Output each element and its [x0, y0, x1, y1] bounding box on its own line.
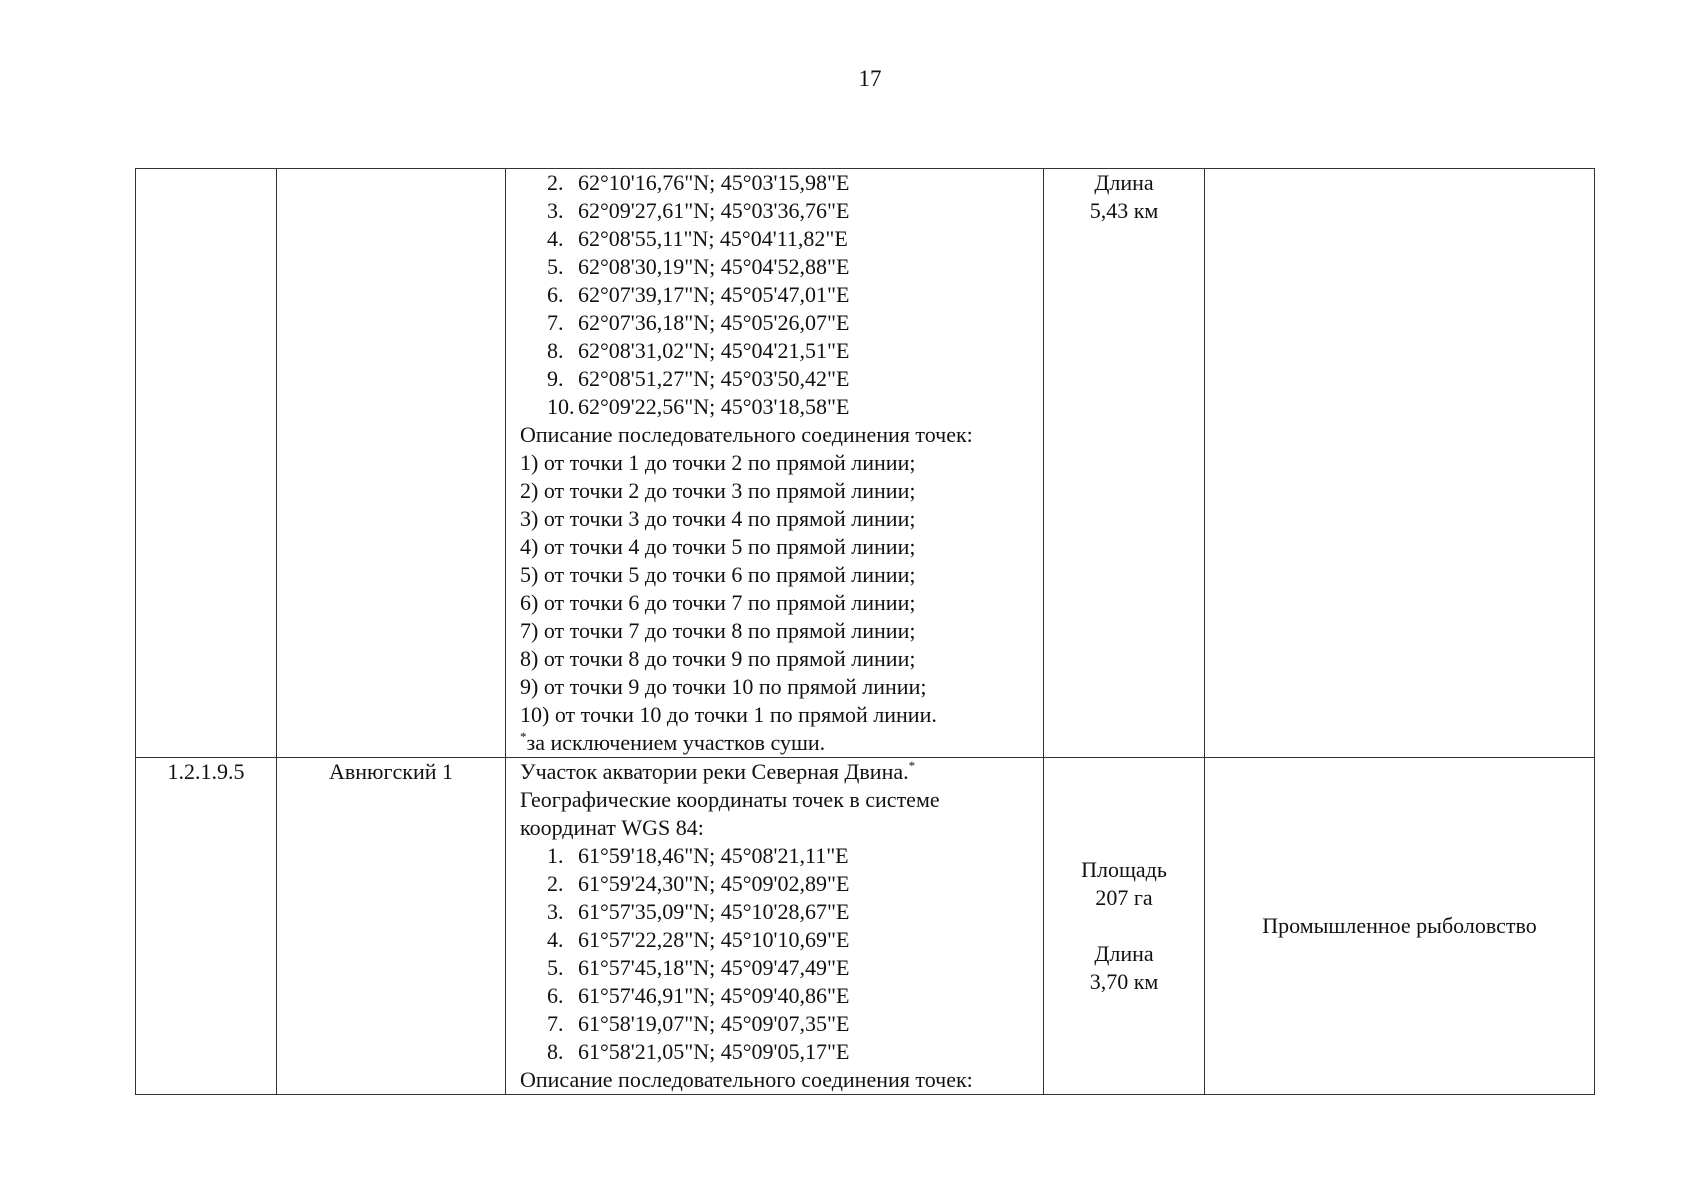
connection-item: 4) от точки 4 до точки 5 по прямой линии;	[520, 534, 916, 559]
coordinate-item: 10. 62°09'22,56"N; 45°03'18,58"E	[547, 394, 850, 419]
coordinate-item: 1. 61°59'18,46"N; 45°08'21,11"E	[547, 843, 849, 868]
coordinate-item: 3. 62°09'27,61"N; 45°03'36,76"E	[547, 198, 850, 223]
coordinate-item: 6. 61°57'46,91"N; 45°09'40,86"E	[547, 983, 850, 1008]
footnote: *за исключением участков суши.	[520, 729, 826, 755]
length-value: 3,70 км	[1089, 969, 1159, 994]
coordinate-item: 3. 61°57'35,09"N; 45°10'28,67"E	[547, 899, 850, 924]
coordinates-list	[520, 169, 1043, 421]
page-number: 17	[858, 66, 882, 91]
footnote-mark: *	[908, 758, 916, 773]
coordinate-item: 9. 62°08'51,27"N; 45°03'50,42"E	[547, 366, 850, 391]
coordinate-item: 4. 62°08'55,11"N; 45°04'11,82"E	[547, 226, 848, 251]
coordinate-item: 7. 62°07'36,18"N; 45°05'26,07"E	[547, 310, 850, 335]
table-row	[136, 169, 1595, 758]
coordinate-item: 6. 62°07'39,17"N; 45°05'47,01"E	[547, 282, 850, 307]
spacer	[1044, 912, 1204, 940]
connection-item: 10) от точки 10 до точки 1 по прямой линии.	[520, 702, 937, 727]
usage-cell: Промышленное рыболовство	[1205, 758, 1595, 1095]
row-number-cell	[136, 169, 277, 758]
zone-name-cell	[277, 169, 506, 758]
connection-item: 6) от точки 6 до точки 7 по прямой линии;	[520, 590, 916, 615]
parameters-cell	[1044, 169, 1205, 758]
row-number-cell: 1.2.1.9.5	[136, 758, 277, 1095]
zones-table	[135, 168, 1595, 1095]
connection-item: 7) от точки 7 до точки 8 по прямой линии;	[520, 618, 916, 643]
zone-name-cell: Авнюгский 1	[277, 758, 506, 1095]
connection-item: 1) от точки 1 до точки 2 по прямой линии;	[520, 450, 916, 475]
parameters-cell	[1044, 758, 1205, 1095]
coordinate-item: 5. 62°08'30,19"N; 45°04'52,88"E	[547, 254, 850, 279]
connections-list	[520, 449, 1043, 729]
coordinate-item: 7. 61°58'19,07"N; 45°09'07,35"E	[547, 1011, 850, 1036]
coordinate-item: 5. 61°57'45,18"N; 45°09'47,49"E	[547, 955, 850, 980]
coordinate-item: 4. 61°57'22,28"N; 45°10'10,69"E	[547, 927, 850, 952]
connection-item: 9) от точки 9 до точки 10 по прямой линии;	[520, 674, 927, 699]
connection-item: 2) от точки 2 до точки 3 по прямой линии;	[520, 478, 916, 503]
area-value: 207 га	[1095, 885, 1153, 910]
connection-item: 8) от точки 8 до точки 9 по прямой линии;	[520, 646, 916, 671]
coordinate-item: 8. 62°08'31,02"N; 45°04'21,51"E	[547, 338, 850, 363]
coordinates-list	[520, 842, 1043, 1066]
length-label: Длина	[1094, 941, 1154, 966]
zone-description-cell	[506, 758, 1044, 1095]
connection-item: 5) от точки 5 до точки 6 по прямой линии;	[520, 562, 916, 587]
coordinate-item: 2. 62°10'16,76"N; 45°03'15,98"E	[547, 170, 850, 195]
connection-heading: Описание последовательного соединения точек:	[520, 1067, 973, 1092]
coordinates-intro: Географические координаты точек в системе	[520, 787, 940, 812]
length-value: 5,43 км	[1089, 198, 1159, 223]
coordinates-intro: координат WGS 84:	[520, 815, 704, 840]
connection-item: 3) от точки 3 до точки 4 по прямой линии;	[520, 506, 916, 531]
coordinate-item: 8. 61°58'21,05"N; 45°09'05,17"E	[547, 1039, 850, 1064]
footnote-mark: *	[520, 729, 527, 744]
coordinate-item: 2. 61°59'24,30"N; 45°09'02,89"E	[547, 871, 850, 896]
table-row	[136, 758, 1595, 1095]
area-label: Площадь	[1081, 857, 1167, 882]
length-label: Длина	[1094, 170, 1154, 195]
description-title: Участок акватории реки Северная Двина.*	[520, 758, 916, 784]
zone-description-cell	[506, 169, 1044, 758]
usage-cell	[1205, 169, 1595, 758]
connection-heading: Описание последовательного соединения точек:	[520, 422, 973, 447]
